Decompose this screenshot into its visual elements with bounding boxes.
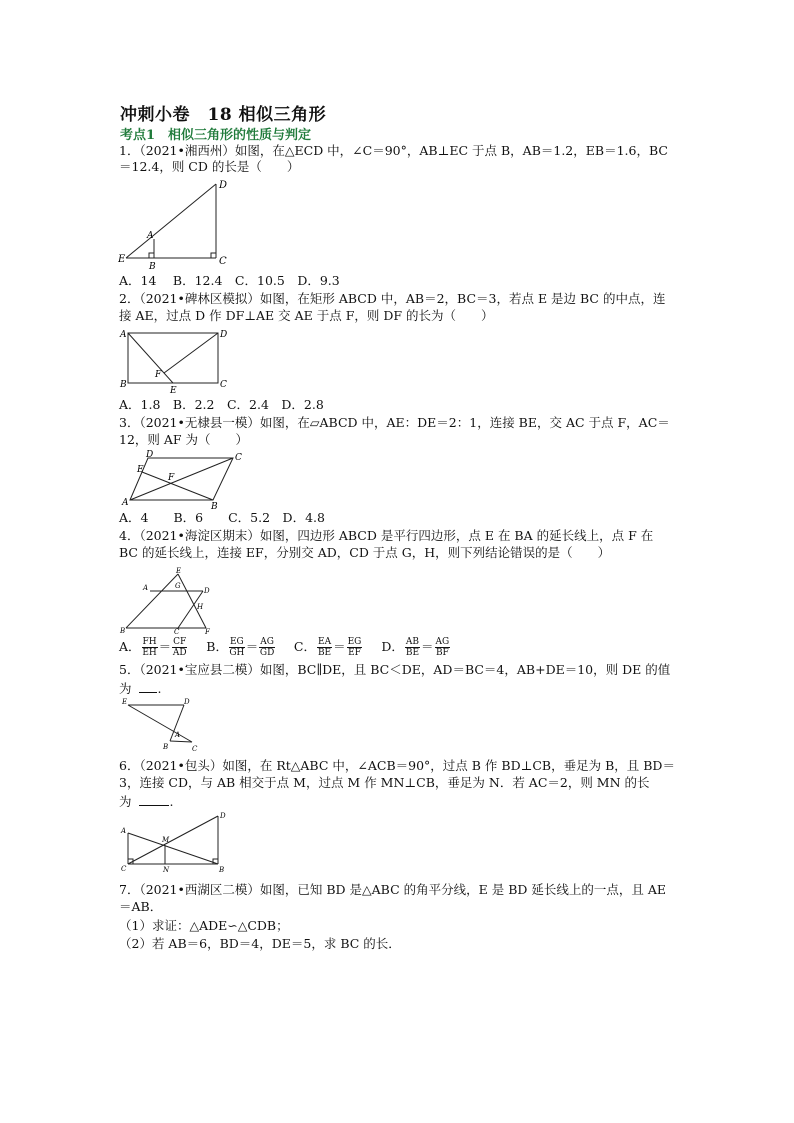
q4-label-h: H <box>197 603 204 611</box>
q7-text-line4: （2）若 AB＝6，BD＝4，DE＝5，求 BC 的长． <box>119 936 401 951</box>
q3-label-f: F <box>168 473 175 483</box>
q2-label-b: B <box>120 380 127 390</box>
q4-label-f: F <box>205 628 210 636</box>
q3-text-line2: 12，则 AF 为（ ） <box>119 432 249 447</box>
q1-options: A．14 B．12.4 C．10.5 D．9.3 <box>119 273 340 288</box>
q5-label-c: C <box>192 745 198 753</box>
q4-option-d: D． $\frac{AB}{BE}$ ＝ $\frac{AG}{BF}$ <box>381 637 450 658</box>
q4-label-e: E <box>176 567 182 575</box>
q1-text-line1: 1．（2021•湘西州）如图，在△ECD 中，∠C＝90°，AB⊥EC 于点 B，AB＝1.2，EB＝1.6，BC <box>119 143 668 158</box>
q1-label-e: E <box>118 254 126 265</box>
q4-label-d: D <box>204 587 210 595</box>
q4-label-g: G <box>175 582 181 590</box>
q6-label-c: C <box>121 865 127 873</box>
q7-text-line2: ＝AB． <box>119 899 163 914</box>
q1-text-line2: ＝12.4，则 CD 的长是（ ） <box>119 159 300 174</box>
q2-label-e: E <box>170 386 177 395</box>
q5-text-line2: 为 . <box>119 681 162 696</box>
q4-option-a: A． $\frac{FH}{EH}$ ＝ $\frac{CF}{AD}$ <box>119 637 187 658</box>
q5-figure <box>118 697 198 753</box>
q5-label-d: D <box>184 698 190 706</box>
q2-text-line1: 2．（2021•碑林区模拟）如图，在矩形 ABCD 中，AB＝2，BC＝3，若点 E 是边 BC 的中点，连 <box>119 291 666 306</box>
q2-label-f: F <box>155 370 162 380</box>
q3-options: A．4 B．6 C．5.2 D．4.8 <box>119 510 325 525</box>
q4-label-b: B <box>120 627 126 635</box>
page-title: 冲刺小卷 18 相似三角形 <box>120 105 327 125</box>
q6-label-b: B <box>219 866 225 874</box>
q6-text-line1: 6．（2021•包头）如图，在 Rt△ABC 中，∠ACB＝90°，过点 B 作 BD⊥CB，垂足为 B，且 BD＝ <box>119 758 675 773</box>
q3-label-b: B <box>211 502 218 510</box>
q1-label-d: D <box>219 180 228 191</box>
q6-label-n: N <box>163 866 170 874</box>
q2-label-c: C <box>220 380 227 390</box>
q4-figure <box>118 566 218 636</box>
q6-figure <box>118 808 238 878</box>
q7-text-line1: 7．（2021•西湖区二模）如图，已知 BD 是△ABC 的角平分线，E 是 BD 延长线上的一点，且 AE <box>119 882 667 897</box>
q3-figure <box>118 450 248 510</box>
q3-label-d: D <box>146 450 154 460</box>
q7-text-line3: （1）求证：△ADE∽△CDB； <box>119 918 289 933</box>
q2-label-d: D <box>220 330 228 340</box>
q6-text-line2: 3，连接 CD，与 AB 相交于点 M，过点 M 作 MN⊥CB，垂足为 N．若 AC＝2，则 MN 的长 <box>119 775 650 790</box>
q3-text-line1: 3．（2021•无棣县一模）如图，在▱ABCD 中，AE：DE＝2：1，连接 BE，交 AC 于点 F，AC＝ <box>119 415 670 430</box>
q4-label-a: A <box>143 584 149 592</box>
section-heading: 考点1 相似三角形的性质与判定 <box>120 128 312 143</box>
q4-option-b: B． $\frac{EG}{GH}$ ＝ $\frac{AG}{GD}$ <box>206 637 275 658</box>
q2-figure <box>118 325 228 395</box>
q4-text-line2: BC 的延长线上，连接 EF，分别交 AD，CD 于点 G，H，则下列结论错误的是（ ） <box>119 545 611 560</box>
q5-answer-blank[interactable] <box>139 682 157 693</box>
q4-option-c: C． $\frac{EA}{BE}$ ＝ $\frac{EG}{EF}$ <box>293 637 362 658</box>
q1-figure <box>118 176 238 272</box>
q6-text-line3: 为 . <box>119 794 174 809</box>
q4-text-line1: 4．（2021•海淀区期末）如图，四边形 ABCD 是平行四边形，点 E 在 BA 的延长线上，点 F 在 <box>119 528 654 543</box>
q3-label-a: A <box>122 498 129 508</box>
q1-label-a: A <box>147 231 154 241</box>
q1-label-b: B <box>149 262 156 272</box>
q3-label-c: C <box>235 453 242 463</box>
q6-label-d: D <box>220 812 226 820</box>
q3-label-e: E <box>137 465 144 475</box>
q2-text-line2: 接 AE，过点 D 作 DF⊥AE 交 AE 于点 F，则 DF 的长为（ ） <box>119 308 494 323</box>
q6-answer-blank[interactable] <box>139 795 169 806</box>
q4-options <box>119 636 465 658</box>
q2-options: A．1.8 B．2.2 C．2.4 D．2.8 <box>119 397 324 412</box>
q2-label-a: A <box>120 330 127 340</box>
q6-label-a: A <box>121 827 127 835</box>
q5-label-b: B <box>163 743 169 751</box>
q4-label-c: C <box>174 628 180 636</box>
q5-text-line1: 5．（2021•宝应县二模）如图，BC∥DE，且 BC＜DE，AD＝BC＝4，AB+DE＝10，则 DE 的值 <box>119 662 671 677</box>
q1-label-c: C <box>219 256 227 267</box>
q5-label-a: A <box>175 731 181 739</box>
q5-label-e: E <box>122 698 128 706</box>
q6-label-m: M <box>162 836 170 844</box>
